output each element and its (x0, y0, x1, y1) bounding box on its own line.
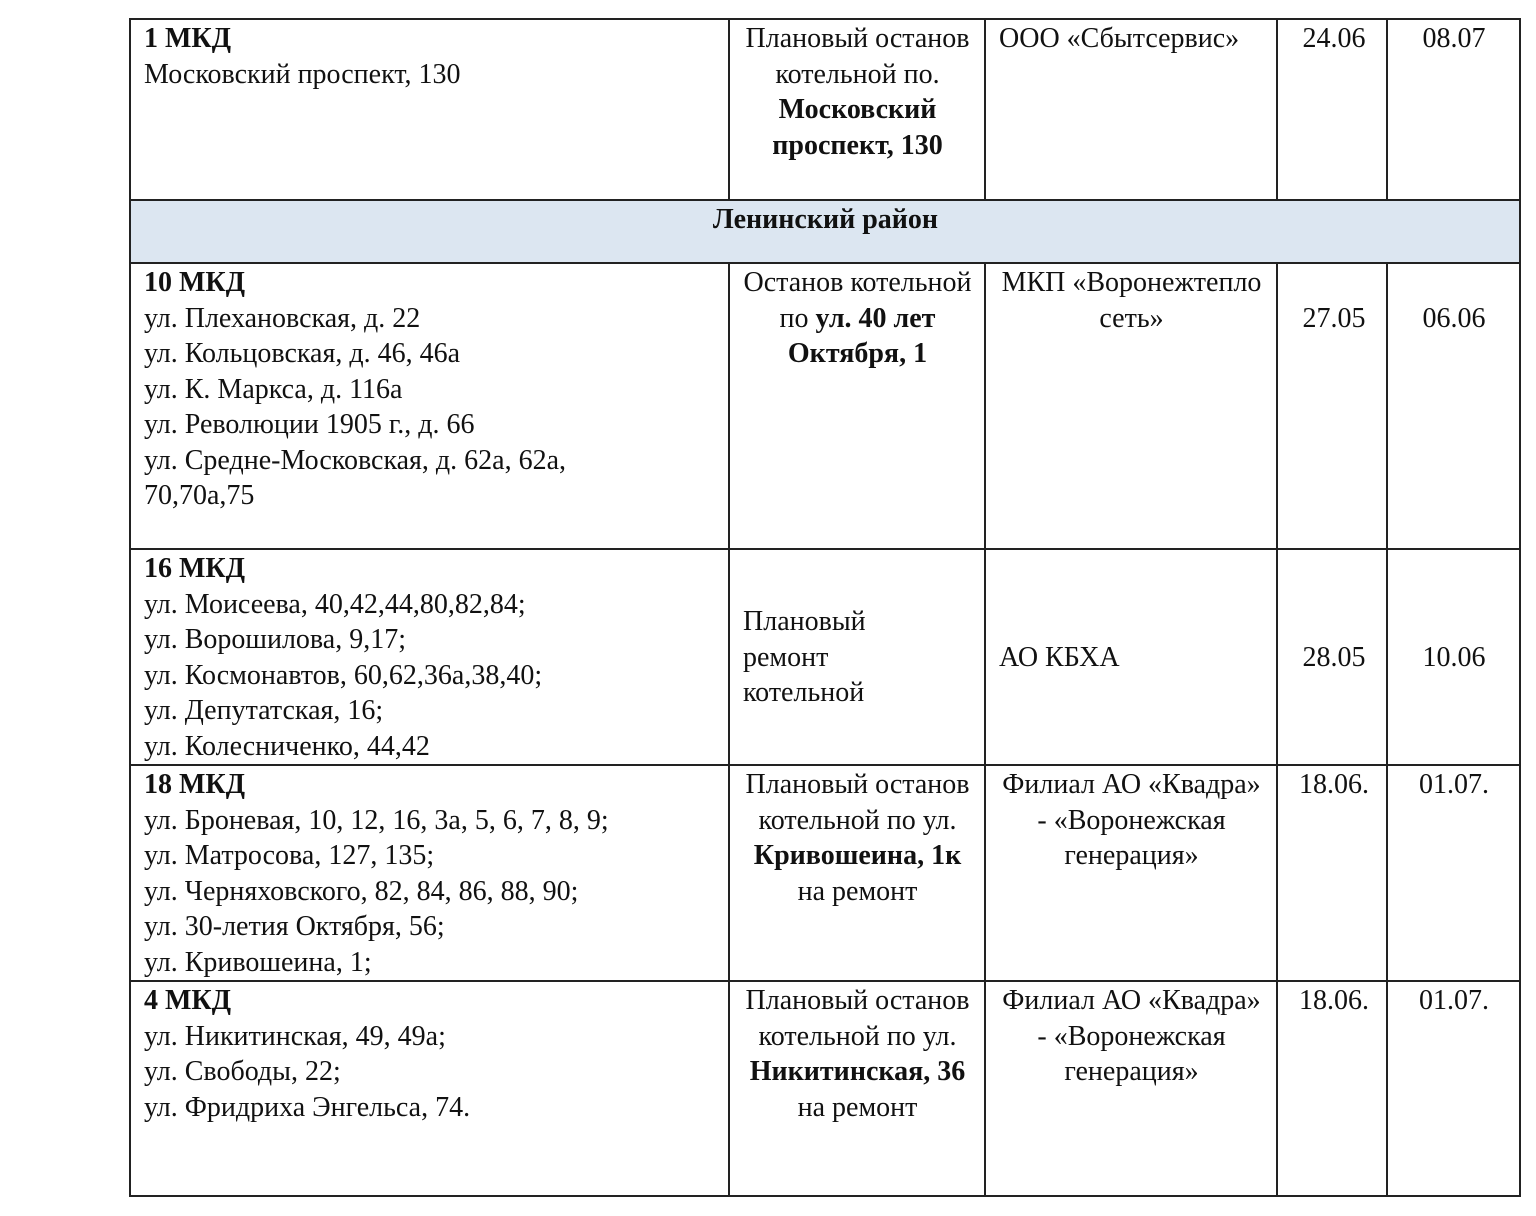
address-line: ул. Ворошилова, 9,17; (144, 624, 406, 655)
address-line: ул. К. Маркса, д. 116а (144, 373, 403, 405)
address-cell (130, 549, 729, 765)
reason-text: Плановый останов котельной по ул. (745, 769, 970, 836)
end-date-cell: 10.06 (1387, 549, 1520, 765)
address-line: ул. Депутатская, 16; (144, 695, 384, 726)
address-line: ул. Кривошеина, 1; (144, 946, 372, 978)
reason-tail: на ремонт (797, 875, 918, 907)
address-cell (130, 765, 729, 981)
address-line: ул. Свободы, 22; (144, 1056, 341, 1087)
end-date: 06.06 (1422, 303, 1486, 334)
reason-tail: на ремонт (797, 1091, 918, 1123)
reason-cell (729, 765, 985, 981)
reason-text: Останов котельной по (743, 267, 972, 334)
address-line: 70,70а,75 (144, 480, 255, 511)
address-line: ул. 30-летия Октября, 56; (144, 911, 445, 942)
address-line: ул. Никитинская, 49, 49а; (144, 1020, 446, 1052)
reason-cell (729, 549, 985, 765)
district-title: Ленинский район (130, 200, 1520, 263)
start-date-cell: 18.06. (1277, 981, 1387, 1196)
reason-text: Плановый останов котельной по. (745, 23, 970, 90)
address-line: ул. Моисеева, 40,42,44,80,82,84; (144, 588, 526, 620)
organization-cell: Филиал АО «Квадра» - «Воронежская генерация» (985, 981, 1277, 1196)
reason-text: Плановый ремонт котельной (743, 606, 866, 709)
building-count: 10 МКД (144, 267, 245, 298)
table-row (130, 765, 1520, 981)
boiler-location: Кривошеина, 1к (753, 840, 962, 871)
reason-cell (729, 981, 985, 1196)
building-count: 18 МКД (144, 769, 245, 800)
boiler-location: ул. 40 лет Октября, 1 (787, 302, 936, 369)
start-date: 27.05 (1302, 303, 1366, 334)
boiler-location: Никитинская, 36 (749, 1056, 966, 1087)
organization-cell: ООО «Сбытсервис» (985, 19, 1277, 200)
end-date-cell: 01.07. (1387, 765, 1520, 981)
address-line: ул. Космонавтов, 60,62,36а,38,40; (144, 659, 543, 691)
organization-cell: АО КБХА (985, 549, 1277, 765)
table-row (130, 19, 1520, 200)
district-header-row (130, 200, 1520, 263)
reason-cell (729, 19, 985, 200)
address-line: ул. Броневая, 10, 12, 16, 3а, 5, 6, 7, 8, 9; (144, 804, 609, 836)
address-cell (130, 981, 729, 1196)
address-line: ул. Фридриха Энгельса, 74. (144, 1091, 471, 1123)
address-line: ул. Революции 1905 г., д. 66 (144, 409, 475, 440)
address-line: ул. Колесниченко, 44,42 (144, 730, 430, 762)
address-cell (130, 263, 729, 549)
reason-cell (729, 263, 985, 549)
end-date-cell: 08.07 (1387, 19, 1520, 200)
address-cell (130, 19, 729, 200)
start-date-cell: 24.06 (1277, 19, 1387, 200)
address-line: ул. Матросова, 127, 135; (144, 840, 435, 871)
address-line: ул. Средне-Московская, д. 62а, 62а, (144, 444, 567, 476)
outage-schedule-table (129, 18, 1521, 1197)
building-count: 16 МКД (144, 553, 245, 584)
address-line: Московский проспект, 130 (144, 58, 461, 90)
table-row (130, 981, 1520, 1196)
organization-cell: Филиал АО «Квадра» - «Воронежская генерация» (985, 765, 1277, 981)
start-date-cell (1277, 263, 1387, 549)
table-row (130, 549, 1520, 765)
reason-text: Плановый останов котельной по ул. (745, 985, 970, 1052)
end-date-cell (1387, 263, 1520, 549)
end-date-cell: 01.07. (1387, 981, 1520, 1196)
organization-cell: МКП «Воронежтеплосеть» (985, 263, 1277, 549)
building-count: 1 МКД (144, 23, 231, 54)
start-date-cell: 28.05 (1277, 549, 1387, 765)
start-date-cell: 18.06. (1277, 765, 1387, 981)
address-line: ул. Кольцовская, д. 46, 46а (144, 338, 461, 369)
boiler-location: Московский проспект, 130 (772, 94, 943, 161)
address-line: ул. Черняховского, 82, 84, 86, 88, 90; (144, 875, 579, 907)
building-count: 4 МКД (144, 985, 231, 1016)
address-line: ул. Плехановская, д. 22 (144, 302, 421, 334)
table-row (130, 263, 1520, 549)
